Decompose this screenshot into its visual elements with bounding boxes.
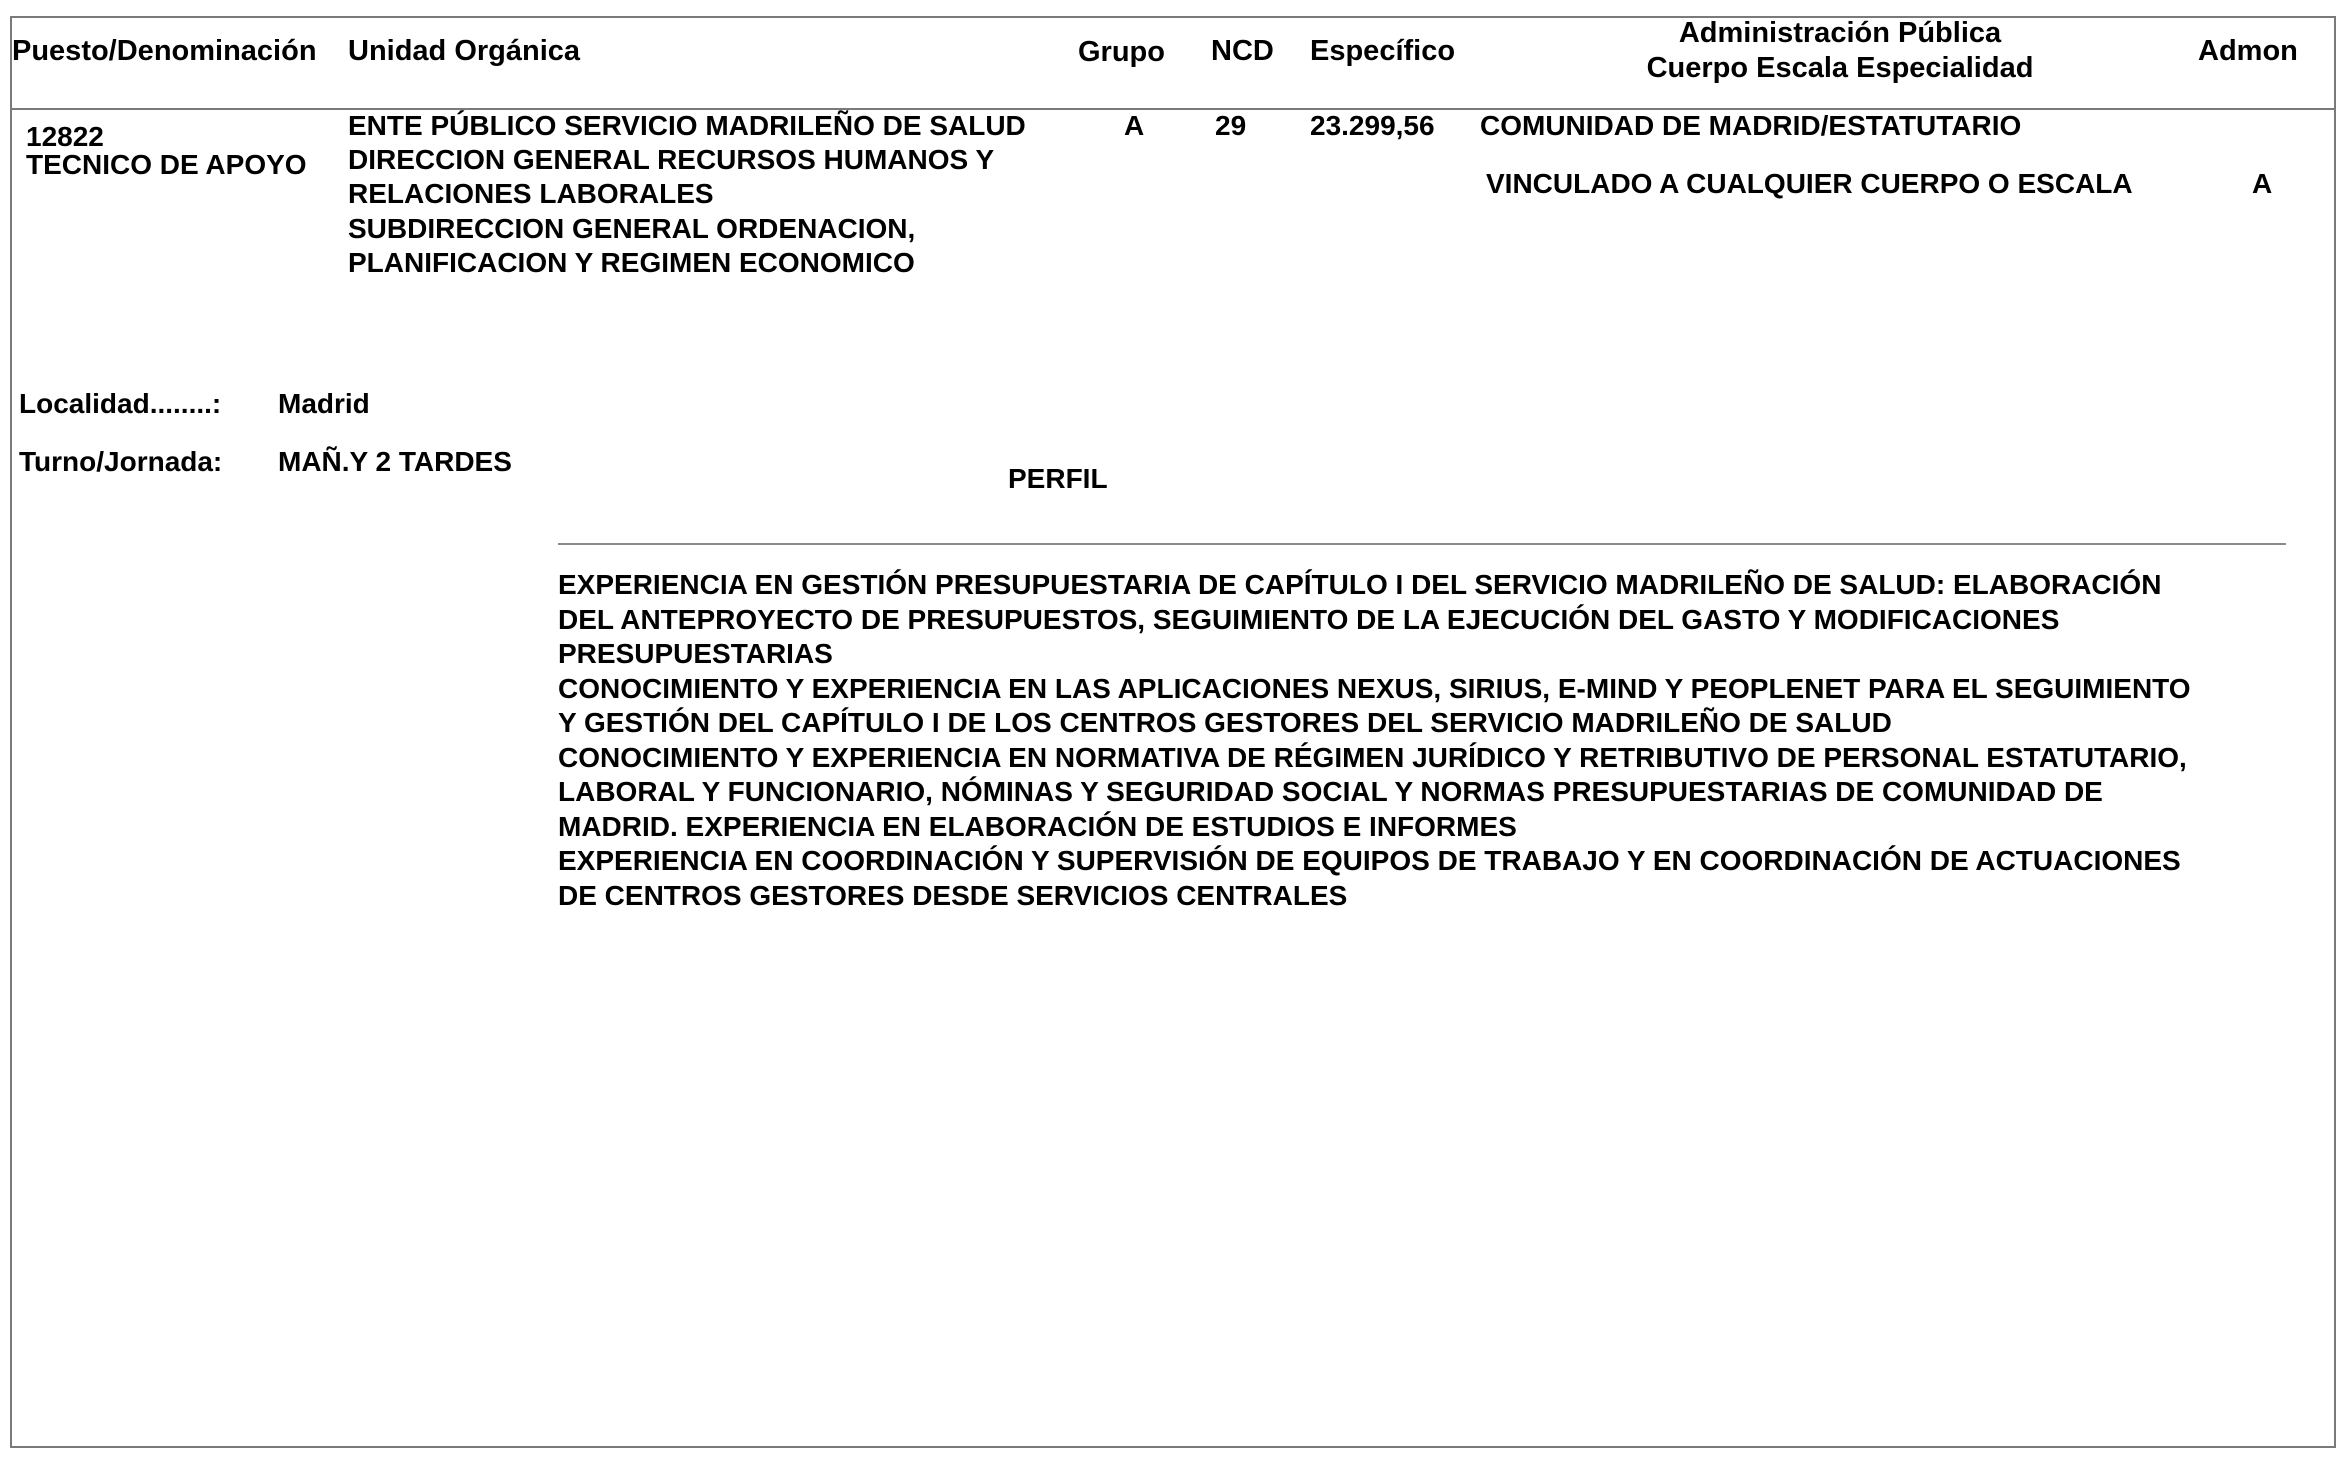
puesto-denominacion: TECNICO DE APOYO [26,149,307,180]
header-admin-line2: Cuerpo Escala Especialidad [1646,52,2034,84]
cuerpo-value: VINCULADO A CUALQUIER CUERPO O ESCALA [1486,168,2133,199]
perfil-line: DEL ANTEPROYECTO DE PRESUPUESTOS, SEGUIMIENTO DE LA EJECUCIÓN DEL GASTO Y MODIFICACIONES [558,603,2060,635]
perfil-line: MADRID. EXPERIENCIA EN ELABORACIÓN DE ESTUDIOS E INFORMES [558,810,1517,842]
puesto-codigo: 12822 [26,121,104,152]
perfil-line: DE CENTROS GESTORES DESDE SERVICIOS CENTRALES [558,879,1348,911]
unidad-line: PLANIFICACION Y REGIMEN ECONOMICO [348,247,915,278]
header-grupo: Grupo [1078,36,1165,68]
turno-value: MAÑ.Y 2 TARDES [278,446,512,477]
header-especifico: Específico [1310,35,1456,67]
perfil-rule [558,543,2286,545]
header-admon: Admon [2198,35,2298,67]
unidad-line: DIRECCION GENERAL RECURSOS HUMANOS Y [348,144,995,175]
perfil-line: EXPERIENCIA EN COORDINACIÓN Y SUPERVISIÓN DE EQUIPOS DE TRABAJO Y EN COORDINACIÓN DE ACTUACIONES [558,845,2181,876]
localidad-value: Madrid [278,388,370,419]
unidad-line: ENTE PÚBLICO SERVICIO MADRILEÑO DE SALUD [348,110,1026,141]
perfil-text [558,568,2191,913]
grupo-value: A [1124,110,1145,141]
perfil-line: LABORAL Y FUNCIONARIO, NÓMINAS Y SEGURIDAD SOCIAL Y NORMAS PRESUPUESTARIAS DE COMUNIDAD DE [558,776,2103,807]
perfil-line: PRESUPUESTARIAS [558,638,833,669]
localidad-label: Localidad........: [19,388,222,419]
perfil-title: PERFIL [1008,463,1108,494]
header-ncd: NCD [1211,35,1274,67]
especifico-value: 23.299,56 [1310,110,1435,141]
perfil-line: EXPERIENCIA EN GESTIÓN PRESUPUESTARIA DE CAPÍTULO I DEL SERVICIO MADRILEÑO DE SALUD: ELABORACIÓN [558,569,2162,600]
unidad-line: RELACIONES LABORALES [348,178,714,209]
turno-label: Turno/Jornada: [19,446,223,477]
ncd-value: 29 [1215,110,1247,141]
perfil-line: CONOCIMIENTO Y EXPERIENCIA EN LAS APLICACIONES NEXUS, SIRIUS, E-MIND Y PEOPLENET PARA EL SEGUIMIENTO [558,672,2191,704]
administracion-value: COMUNIDAD DE MADRID/ESTATUTARIO [1480,110,2022,141]
perfil-line: Y GESTIÓN DEL CAPÍTULO I DE LOS CENTROS GESTORES DEL SERVICIO MADRILEÑO DE SALUD [558,707,1892,738]
unidad-line: SUBDIRECCION GENERAL ORDENACION, [348,213,916,244]
header-admin-line1: Administración Pública [1678,17,2002,49]
header-puesto: Puesto/Denominación [12,35,317,67]
admon-value: A [2252,168,2273,199]
perfil-line: CONOCIMIENTO Y EXPERIENCIA EN NORMATIVA DE RÉGIMEN JURÍDICO Y RETRIBUTIVO DE PERSONAL ESTATUTARIO, [558,741,2187,773]
header-unidad: Unidad Orgánica [348,35,581,67]
